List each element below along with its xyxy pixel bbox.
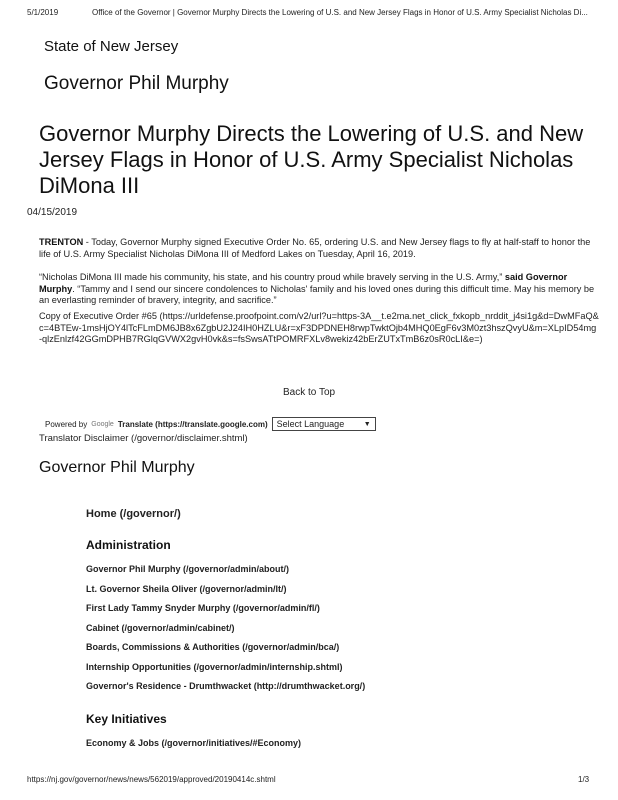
powered-by-label: Powered by (45, 419, 88, 429)
quote-part-2: . “Tammy and I send our sincere condolences to Nicholas' family and his loved ones during this difficult time. May his memory be an everlasting reminder of bravery, integrity, and sacrifice.” (39, 283, 595, 305)
print-header-date: 5/1/2019 (27, 8, 59, 17)
key-initiatives-heading: Key Initiatives (86, 712, 167, 726)
article-paragraph-1 (39, 237, 599, 260)
quote-attribution: said Governor Murphy (39, 272, 568, 294)
admin-link-residence[interactable]: Governor's Residence - Drumthwacket (http://drumthwacket.org/) (86, 681, 366, 691)
quote-part-1: “Nicholas DiMona III made his community, his state, and his country proud while bravely serving in the U.S. Army,” (39, 272, 505, 282)
state-link[interactable]: State of New Jersey (44, 38, 179, 55)
google-translate-link[interactable]: Translate (https://translate.google.com) (117, 419, 268, 429)
dropdown-caret-icon: ▼ (363, 420, 371, 428)
footer-home-link[interactable]: Home (/governor/) (86, 508, 181, 520)
language-select-value: Select Language (276, 419, 345, 429)
back-to-top-link[interactable]: Back to Top (283, 387, 336, 398)
admin-link-lt-governor[interactable]: Lt. Governor Sheila Oliver (/governor/admin/lt/) (86, 583, 287, 594)
paragraph-1-text: - Today, Governor Murphy signed Executive Order No. 65, ordering U.S. and New Jersey flags to fly at half-staff to honor the life of U.S. Army Specialist Nicholas DiMona III of Medford Lakes on Tuesday, April 16, 2019. (39, 237, 591, 259)
translator-disclaimer-link[interactable]: Translator Disclaimer (/governor/disclaimer.shtml) (39, 433, 248, 444)
administration-heading: Administration (86, 538, 171, 552)
governor-home-link[interactable]: Governor Phil Murphy (44, 73, 229, 94)
article-headline: Governor Murphy Directs the Lowering of U.S. and New Jersey Flags in Honor of U.S. Army Specialist Nicholas DiMona III (39, 121, 584, 198)
initiative-link-economy[interactable]: Economy & Jobs (/governor/initiatives/#Economy) (86, 738, 302, 748)
print-footer-url: https://nj.gov/governor/news/news/562019/approved/20190414c.shtml (27, 775, 276, 784)
administration-links (86, 563, 365, 700)
executive-order-link[interactable]: Copy of Executive Order #65 (https://urldefense.proofpoint.com/v2/url?u=https-3A__t.e2ma.net_click_fxkopb_nrddit_j4si1g&d=DwMFaQ&c=4BTEw-1msHjOY4lTcFLmDM6JB8x6ZgbU2J24IH0HZLU&r=xF3DPDNEH8rwpTwktOjb4MHQ0EgF6v3M0zt3hszQvyU&m=XLpID54mg-qlzEnlzf42GGmDPHB7RGlqGVWX2gvH0vk&s=fsSwsATtPOMRFXLv8wekiz42bErZUTxTmB6z0sR0cLI&e=) (39, 311, 599, 344)
google-translate-widget (45, 417, 376, 431)
print-header-title: Office of the Governor | Governor Murphy Directs the Lowering of U.S. and New Jersey Flags in Honor of U.S. Army Specialist Nicholas Di... (92, 8, 588, 17)
article-paragraph-2 (39, 272, 599, 307)
dateline: TRENTON (39, 237, 84, 247)
admin-link-internships[interactable]: Internship Opportunities (/governor/admin/internship.shtml) (86, 661, 343, 672)
footer-governor-title: Governor Phil Murphy (39, 459, 195, 476)
google-logo: Google (91, 420, 114, 428)
language-select[interactable] (272, 417, 376, 431)
admin-link-first-lady[interactable]: First Lady Tammy Snyder Murphy (/governor/admin/fl/) (86, 603, 320, 613)
article-date: 04/15/2019 (27, 207, 78, 218)
admin-link-boards[interactable]: Boards, Commissions & Authorities (/governor/admin/bca/) (86, 642, 340, 652)
key-initiatives-links (86, 737, 301, 757)
print-footer-page-number: 1/3 (578, 775, 590, 784)
admin-link-cabinet[interactable]: Cabinet (/governor/admin/cabinet/) (86, 622, 235, 633)
admin-link-governor[interactable]: Governor Phil Murphy (/governor/admin/about/) (86, 564, 290, 574)
